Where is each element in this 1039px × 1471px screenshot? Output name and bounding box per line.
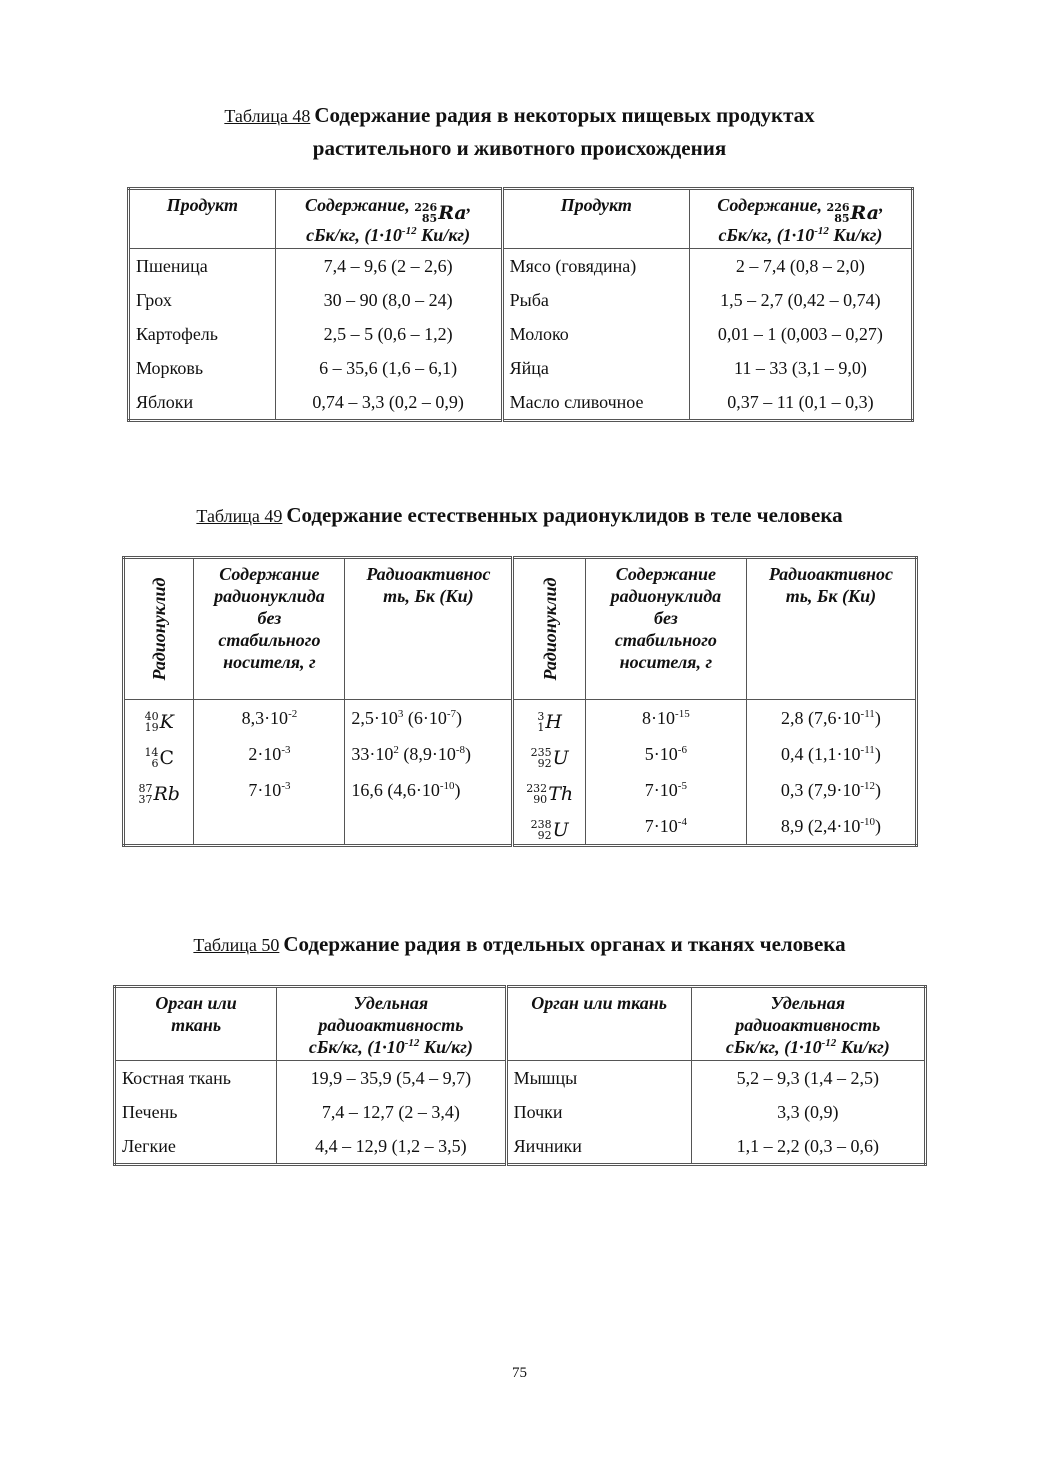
- content-cell: $7\cdot 10^{-3}$: [194, 772, 345, 808]
- value-cell: 2 – 7,4 (0,8 – 2,0): [689, 249, 912, 284]
- t49-header-content: Содержание радионуклида без стабильного носителя, г: [194, 558, 345, 700]
- activity-cell: $33\cdot 10^2$ $(8,9\cdot 10^{-8})$: [345, 736, 513, 772]
- table-49: [122, 556, 918, 847]
- value-cell: 7,4 – 9,6 (2 – 2,6): [275, 249, 502, 284]
- t48-header-content-2: Содержание, 226 85 Ra , сБк/кг, ($1\cdot 10^{-12}$ Ки/кг): [689, 189, 912, 249]
- value-cell: 19,9 – 35,9 (5,4 – 9,7): [277, 1061, 506, 1096]
- value-cell: 0,74 – 3,3 (0,2 – 0,9): [275, 385, 502, 421]
- activity-cell: 2,8 $(7,6\cdot 10^{-11})$: [746, 700, 916, 737]
- table-48-title-line1: Содержание радия в некоторых пищевых продуктах: [314, 103, 815, 127]
- nuclide-cell: 40 19 K: [124, 700, 194, 737]
- organ-cell: Легкие: [115, 1129, 277, 1165]
- activity-cell: 0,4 $(1,1\cdot 10^{-11})$: [746, 736, 916, 772]
- table-row: [124, 772, 917, 808]
- value-cell: 5,2 – 9,3 (1,4 – 2,5): [691, 1061, 925, 1096]
- nuclide-cell-empty: [124, 808, 194, 846]
- t49-header-content-2: Содержание радионуклида без стабильного носителя, г: [585, 558, 746, 700]
- t48-header-content: Содержание, 226 85 Ra , сБк/кг, ($1\cdot 10^{-12}$ Ки/кг): [275, 189, 502, 249]
- t48-header-product: Продукт: [129, 189, 276, 249]
- t49-header-nuclide-2: Радионуклид: [513, 558, 585, 700]
- value-cell: 7,4 – 12,7 (2 – 3,4): [277, 1095, 506, 1129]
- table-50-label: Таблица 50: [193, 935, 280, 955]
- t50-header-organ-2: Орган или ткань: [506, 987, 691, 1061]
- organ-cell: Костная ткань: [115, 1061, 277, 1096]
- content-cell: $8,3\cdot 10^{-2}$: [194, 700, 345, 737]
- value-cell: 4,4 – 12,9 (1,2 – 3,5): [277, 1129, 506, 1165]
- t50-header-specific-activity-2: Удельная радиоактивность сБк/кг, ($1\cdot 10^{-12}$ Ки/кг): [691, 987, 925, 1061]
- table-row: [115, 1061, 926, 1096]
- value-cell: 1,5 – 2,7 (0,42 – 0,74): [689, 283, 912, 317]
- nuclide-cell: 3 1 H: [513, 700, 585, 737]
- value-cell: 30 – 90 (8,0 – 24): [275, 283, 502, 317]
- t49-header-activity: Радиоактивнос ть, Бк (Ки): [345, 558, 513, 700]
- table-48-title-line2: растительного и животного происхождения: [312, 136, 727, 160]
- product-cell: Рыба: [502, 283, 689, 317]
- content-cell: $7\cdot 10^{-4}$: [585, 808, 746, 846]
- page-number: 75: [512, 1365, 527, 1381]
- product-cell: Картофель: [129, 317, 276, 351]
- content-cell-empty: [194, 808, 345, 846]
- table-row: [129, 283, 913, 317]
- activity-cell: 0,3 $(7,9\cdot 10^{-12})$: [746, 772, 916, 808]
- t49-header-activity-2: Радиоактивнос ть, Бк (Ки): [746, 558, 916, 700]
- value-cell: 11 – 33 (3,1 – 9,0): [689, 351, 912, 385]
- t50-header-specific-activity: Удельная радиоактивность сБк/кг, ($1\cdot 10^{-12}$ Ки/кг): [277, 987, 506, 1061]
- activity-cell-empty: [345, 808, 513, 846]
- product-cell: Морковь: [129, 351, 276, 385]
- activity-cell: 16,6 $(4,6\cdot 10^{-10})$: [345, 772, 513, 808]
- value-cell: 1,1 – 2,2 (0,3 – 0,6): [691, 1129, 925, 1165]
- product-cell: Яблоки: [129, 385, 276, 421]
- value-cell: 0,01 – 1 (0,003 – 0,27): [689, 317, 912, 351]
- activity-cell: 8,9 $(2,4\cdot 10^{-10})$: [746, 808, 916, 846]
- table-row: [129, 351, 913, 385]
- table-row: [124, 736, 917, 772]
- value-cell: 0,37 – 11 (0,1 – 0,3): [689, 385, 912, 421]
- t48-header-product-2: Продукт: [502, 189, 689, 249]
- activity-cell: $2,5\cdot 10^3$ $(6\cdot 10^{-7})$: [345, 700, 513, 737]
- table-48-caption: [0, 100, 1039, 164]
- table-row: [129, 249, 913, 284]
- table-49-label: Таблица 49: [196, 506, 283, 526]
- table-50-title: Содержание радия в отдельных органах и тканях человека: [283, 932, 846, 956]
- value-cell: 6 – 35,6 (1,6 – 6,1): [275, 351, 502, 385]
- t50-header-organ: Орган или ткань: [115, 987, 277, 1061]
- product-cell: Масло сливочное: [502, 385, 689, 421]
- product-cell: Пшеница: [129, 249, 276, 284]
- t49-header-nuclide: Радионуклид: [124, 558, 194, 700]
- product-cell: Молоко: [502, 317, 689, 351]
- content-cell: $2\cdot 10^{-3}$: [194, 736, 345, 772]
- product-cell: Мясо (говядина): [502, 249, 689, 284]
- table-48-label: Таблица 48: [224, 106, 311, 126]
- product-cell: Грох: [129, 283, 276, 317]
- product-cell: Яйца: [502, 351, 689, 385]
- table-50: [113, 985, 927, 1166]
- organ-cell: Печень: [115, 1095, 277, 1129]
- table-row: [124, 700, 917, 737]
- table-50-caption: [0, 929, 1039, 962]
- table-48: [127, 187, 914, 422]
- organ-cell: Почки: [506, 1095, 691, 1129]
- nuclide-cell: 232 90 Th: [513, 772, 585, 808]
- table-row: [124, 808, 917, 846]
- nuclide-cell: 238 92 U: [513, 808, 585, 846]
- table-row: [115, 1095, 926, 1129]
- table-row: [129, 385, 913, 421]
- content-cell: $5\cdot 10^{-6}$: [585, 736, 746, 772]
- organ-cell: Яичники: [506, 1129, 691, 1165]
- nuclide-cell: 235 92 U: [513, 736, 585, 772]
- table-49-title: Содержание естественных радионуклидов в теле человека: [286, 503, 843, 527]
- nuclide-cell: 87 37 Rb: [124, 772, 194, 808]
- value-cell: 2,5 – 5 (0,6 – 1,2): [275, 317, 502, 351]
- nuclide-cell: 14 6 C: [124, 736, 194, 772]
- table-row: [129, 317, 913, 351]
- value-cell: 3,3 (0,9): [691, 1095, 925, 1129]
- table-49-caption: [0, 500, 1039, 533]
- organ-cell: Мышцы: [506, 1061, 691, 1096]
- content-cell: $8\cdot 10^{-15}$: [585, 700, 746, 737]
- table-row: [115, 1129, 926, 1165]
- content-cell: $7\cdot 10^{-5}$: [585, 772, 746, 808]
